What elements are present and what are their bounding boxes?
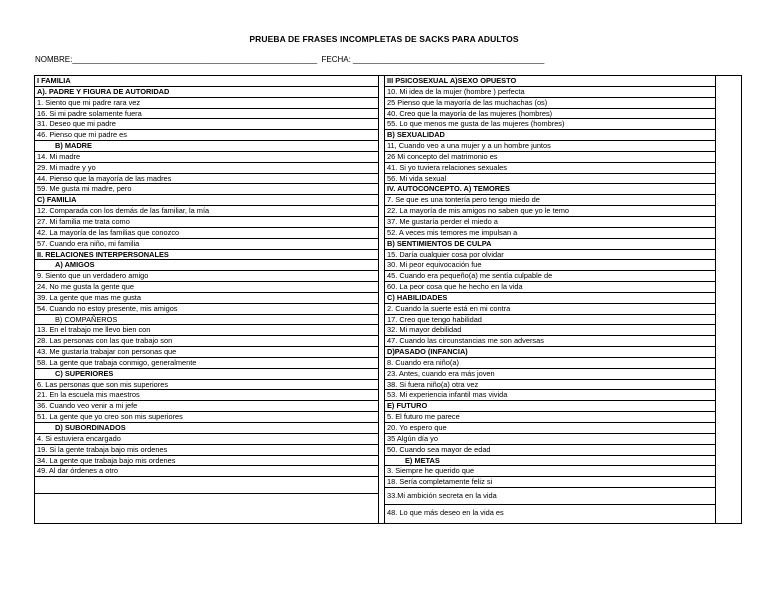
sentence-row: 60. La peor cosa que he hecho en la vida — [385, 282, 715, 293]
sentence-table — [34, 75, 742, 524]
sentence-row: B) SENTIMIENTOS DE CULPA — [385, 239, 715, 250]
sentence-row: 1. Siento que mi padre rara vez — [35, 98, 378, 109]
sentence-row: 12. Comparada con los demás de las familiar, la mía — [35, 206, 378, 217]
sentence-row: 58. La gente que trabaja conmigo, generalmente — [35, 358, 378, 369]
sentence-row: 8. Cuando era niño(a) — [385, 358, 715, 369]
sentence-row: 10. Mi idea de la mujer (hombre ) perfecta — [385, 87, 715, 98]
sentence-row: 25 Pienso que la mayoría de las muchachas (os) — [385, 98, 715, 109]
sentence-row: 29. Mi madre y yo — [35, 163, 378, 174]
sentence-row: 35 Algún día yo — [385, 434, 715, 445]
sentence-row: 6. Las personas que son mis superiores — [35, 380, 378, 391]
sentence-row: 5. El futuro me parece — [385, 412, 715, 423]
sentence-row: 53. Mi experiencia infantil mas vivida — [385, 390, 715, 401]
sentence-row: 33.Mi ambición secreta en la vida — [385, 488, 715, 505]
sentence-row: D) SUBORDINADOS — [35, 423, 378, 434]
sentence-row: 19. Si la gente trabaja bajo mis ordenes — [35, 445, 378, 456]
document-title: PRUEBA DE FRASES INCOMPLETAS DE SACKS PARA ADULTOS — [249, 34, 519, 44]
sentence-row: 18. Sería completamente feliz si — [385, 477, 715, 488]
sentence-row: E) FUTURO — [385, 401, 715, 412]
sentence-row: 44. Pienso que la mayoría de las madres — [35, 174, 378, 185]
name-date-line: NOMBRE:_______________________________________________________ FECHA: ___________________________________________ — [35, 55, 545, 64]
sentence-row: 13. En el trabajo me llevo bien con — [35, 325, 378, 336]
sentence-row: 55. Lo que menos me gusta de las mujeres (hombres) — [385, 119, 715, 130]
sentence-row: 9. Siento que un verdadero amigo — [35, 271, 378, 282]
sentence-row: 32. Mi mayor debilidad — [385, 325, 715, 336]
sentence-row: 50. Cuando sea mayor de edad — [385, 445, 715, 456]
right-column — [384, 76, 716, 523]
sentence-row: B) SEXUALIDAD — [385, 130, 715, 141]
sentence-row: 2. Cuando la suerte está en mi contra — [385, 304, 715, 315]
sentence-row: C) SUPERIORES — [35, 369, 378, 380]
sentence-row: 24. No me gusta la gente que — [35, 282, 378, 293]
sentence-row: 41. Si yo tuviera relaciones sexuales — [385, 163, 715, 174]
sentence-row: 11, Cuando veo a una mujer y a un hombre juntos — [385, 141, 715, 152]
sentence-row: B) COMPAÑEROS — [35, 315, 378, 326]
sentence-row: 21. En la escuela mis maestros — [35, 390, 378, 401]
sentence-row: 51. La gente que yo creo son mis superiores — [35, 412, 378, 423]
sentence-row: 3. Siempre he querido que — [385, 466, 715, 477]
sentence-row — [35, 494, 378, 511]
sentence-row: 23. Antes, cuando era más joven — [385, 369, 715, 380]
sentence-row: 56. Mi vida sexual — [385, 174, 715, 185]
sentence-row: 46. Pienso que mi padre es — [35, 130, 378, 141]
left-column — [35, 76, 379, 523]
sentence-row: I FAMILIA — [35, 76, 378, 87]
sentence-row: 59. Me gusta mi madre, pero — [35, 184, 378, 195]
sentence-row: 30. Mi peor equivocación fue — [385, 260, 715, 271]
sentence-row: II. RELACIONES INTERPERSONALES — [35, 250, 378, 261]
sentence-row: A). PADRE Y FIGURA DE AUTORIDAD — [35, 87, 378, 98]
sentence-row: 16. Si mi padre solamente fuera — [35, 109, 378, 120]
sentence-row: 54. Cuando no estoy presente, mis amigos — [35, 304, 378, 315]
sentence-row: 49. Al dar órdenes a otro — [35, 466, 378, 477]
sentence-row: 7. Se que es una tontería pero tengo miedo de — [385, 195, 715, 206]
sentence-row: A) AMIGOS — [35, 260, 378, 271]
sentence-row — [35, 477, 378, 494]
sentence-row: 4. Si estuviera encargado — [35, 434, 378, 445]
sentence-row: 28. Las personas con las que trabajo son — [35, 336, 378, 347]
sentence-row: 27. Mi familia me trata como — [35, 217, 378, 228]
sentence-row: 38. Si fuera niño(a) otra vez — [385, 380, 715, 391]
sentence-row: 22. La mayoría de mis amigos no saben que yo le temo — [385, 206, 715, 217]
sentence-row: III PSICOSEXUAL A)SEXO OPUESTO — [385, 76, 715, 87]
sentence-row: 26 Mi concepto del matrimonio es — [385, 152, 715, 163]
sentence-row: 45. Cuando era pequeño(a) me sentía culpable de — [385, 271, 715, 282]
sentence-row: 40. Creo que la mayoría de las mujeres (hombres) — [385, 109, 715, 120]
sentence-row: 34. La gente que trabaja bajo mis ordenes — [35, 456, 378, 467]
sentence-row: 15. Daría cualquier cosa por olvidar — [385, 250, 715, 261]
sentence-row: 14. Mi madre — [35, 152, 378, 163]
sentence-row: 17. Creo que tengo habilidad — [385, 315, 715, 326]
sentence-row: 36. Cuando veo venir a mi jefe — [35, 401, 378, 412]
sentence-row: 47. Cuando las circunstancias me son adversas — [385, 336, 715, 347]
sentence-row: B) MADRE — [35, 141, 378, 152]
sentence-row: 52. A veces mis temores me impulsan a — [385, 228, 715, 239]
sentence-row: 48. Lo que más deseo en la vida es — [387, 508, 504, 518]
sentence-row: 31. Deseo que mi padre — [35, 119, 378, 130]
sentence-row: 42. La mayoría de las familias que conozco — [35, 228, 378, 239]
sentence-row: D)PASADO (INFANCIA) — [385, 347, 715, 358]
sentence-row: E) METAS — [385, 456, 715, 467]
sentence-row: 43. Me gustaría trabajar con personas que — [35, 347, 378, 358]
sentence-row: C) HABILIDADES — [385, 293, 715, 304]
sentence-row: C) FAMILIA — [35, 195, 378, 206]
sentence-row: 39. La gente que mas me gusta — [35, 293, 378, 304]
sentence-row: 20. Yo espero que — [385, 423, 715, 434]
sentence-row: 37. Me gustaría perder el miedo a — [385, 217, 715, 228]
sentence-row: IV. AUTOCONCEPTO. A) TEMORES — [385, 184, 715, 195]
sentence-row: 57. Cuando era niño, mi familia — [35, 239, 378, 250]
